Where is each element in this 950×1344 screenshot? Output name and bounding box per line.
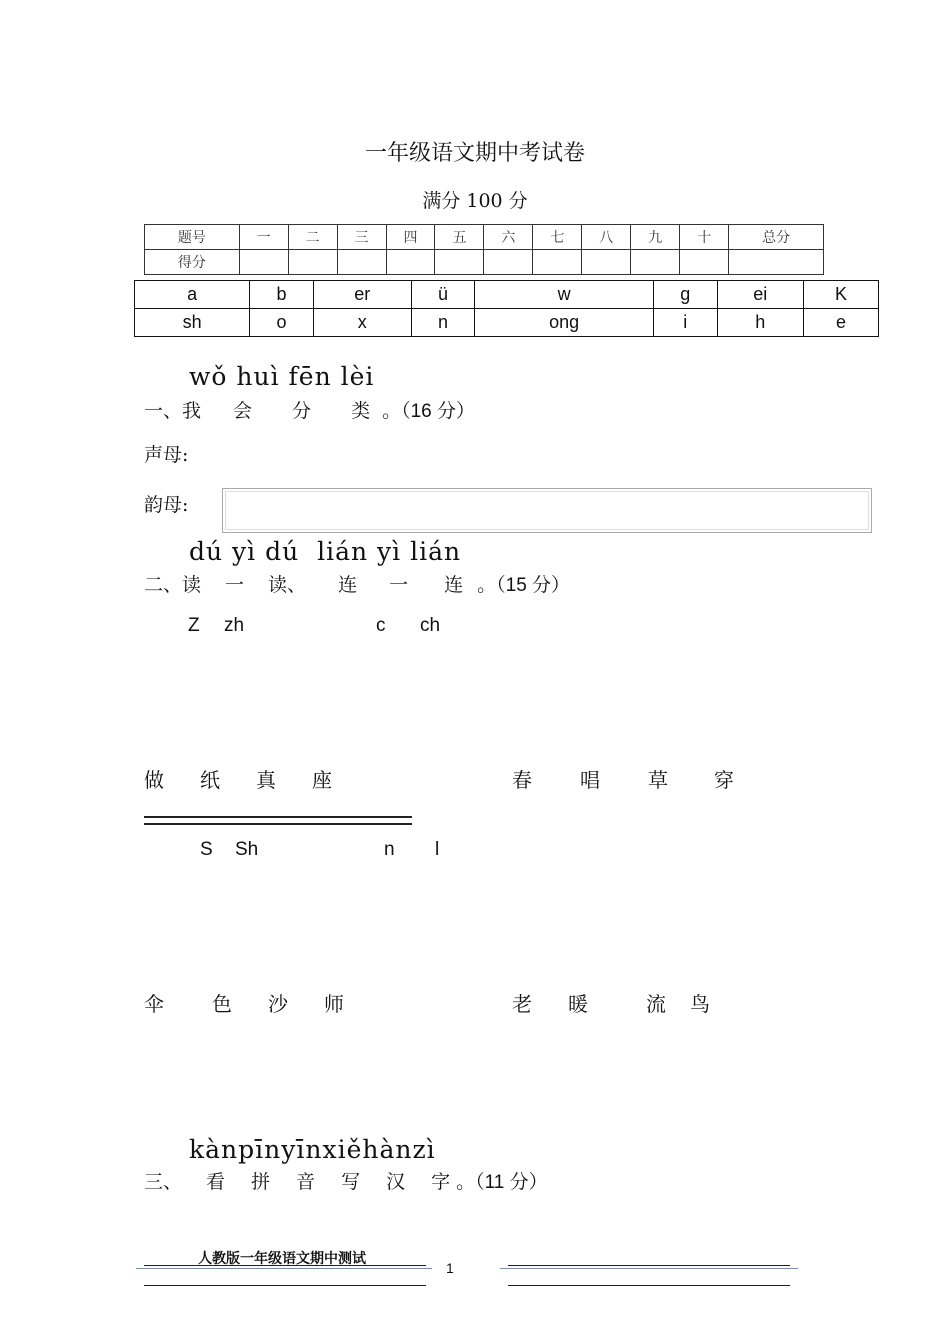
score-table-cell: 七 <box>533 225 582 250</box>
group1-left-hanzi <box>144 764 332 793</box>
score-table <box>144 224 824 275</box>
section1-heading <box>144 396 475 423</box>
hanzi-char: 草 <box>648 768 668 792</box>
score-table-cell: 总分 <box>729 225 824 250</box>
footer-rule <box>500 1268 798 1269</box>
section3-char: 。 <box>456 1171 476 1193</box>
section1-char: 类 <box>351 400 371 422</box>
section2-char: 。 <box>477 574 497 596</box>
letter-cell: i <box>654 309 717 337</box>
section3-char: 写 <box>341 1171 361 1193</box>
group2-left-letter: Sh <box>235 839 259 860</box>
letter-cell: er <box>313 281 411 309</box>
section2-char: 读、 <box>268 574 307 596</box>
score-table-cell: 八 <box>582 225 631 250</box>
hanzi-char: 老 <box>512 992 532 1016</box>
score-table-cell: 十 <box>680 225 729 250</box>
group1-right-letter: c <box>376 615 386 636</box>
hanzi-char: 座 <box>312 768 332 792</box>
score-table-header-row <box>145 225 824 250</box>
section3-char: 音 <box>296 1171 316 1193</box>
group2-left-hanzi <box>144 988 344 1017</box>
score-table-cell: 九 <box>631 225 680 250</box>
hanzi-char: 鸟 <box>690 992 710 1016</box>
hanzi-char: 唱 <box>580 768 600 792</box>
score-entry-cell[interactable] <box>631 250 680 275</box>
letter-cell: h <box>717 309 803 337</box>
letter-cell: n <box>411 309 474 337</box>
yunmu-label: 韵母: <box>144 494 189 516</box>
score-table-cell: 题号 <box>145 225 240 250</box>
yunmu-answer-box[interactable] <box>222 488 872 533</box>
hanzi-char: 师 <box>324 992 344 1016</box>
letter-cell: e <box>804 309 879 337</box>
footer-rule <box>144 1265 426 1266</box>
score-entry-cell[interactable] <box>680 250 729 275</box>
letter-cell: w <box>475 281 654 309</box>
hanzi-char: 穿 <box>714 768 734 792</box>
group2-right-hanzi <box>512 988 710 1017</box>
score-entry-cell[interactable] <box>337 250 386 275</box>
section3-char: 看 <box>206 1171 226 1193</box>
page-title: 一年级语文期中考试卷 <box>364 141 585 166</box>
score-table-cell: 六 <box>484 225 533 250</box>
section2-number: 二、 <box>144 574 183 596</box>
double-divider <box>144 816 412 825</box>
group1-right-hanzi <box>512 764 734 793</box>
letter-cell: ei <box>717 281 803 309</box>
letter-cell: sh <box>135 309 250 337</box>
score-entry-cell[interactable] <box>729 250 824 275</box>
score-entry-cell[interactable] <box>239 250 288 275</box>
group1-right-letter: ch <box>420 615 441 636</box>
letter-table-row <box>135 309 879 337</box>
score-entry-cell[interactable] <box>533 250 582 275</box>
group2-left-letter: S <box>200 839 213 860</box>
score-table-cell: 三 <box>337 225 386 250</box>
score-entry-cell[interactable] <box>288 250 337 275</box>
section2-char: 连 <box>444 574 464 596</box>
section3-score: （11 分） <box>475 1172 548 1193</box>
hanzi-char: 沙 <box>268 992 288 1016</box>
hanzi-char: 春 <box>512 768 532 792</box>
footer-text: 人教版一年级语文期中测试 <box>198 1251 366 1267</box>
shengmu-label: 声母: <box>144 444 189 466</box>
score-entry-cell[interactable] <box>435 250 484 275</box>
group1-left-letter: Z <box>188 615 200 636</box>
score-table-cell: 五 <box>435 225 484 250</box>
score-table-cell: 一 <box>239 225 288 250</box>
score-table-cell: 二 <box>288 225 337 250</box>
total-score-subtitle: 满分 100 分 <box>422 190 528 212</box>
section2-char: 连 <box>338 574 358 596</box>
section1-char: 会 <box>233 400 253 422</box>
section3-char: 字 <box>431 1171 451 1193</box>
hanzi-char: 纸 <box>200 768 220 792</box>
score-table-cell: 得分 <box>145 250 240 275</box>
letter-cell: b <box>250 281 313 309</box>
section1-char: 分 <box>292 400 312 422</box>
section3-heading <box>144 1167 548 1194</box>
footer-rule <box>508 1265 790 1266</box>
section3-char: 拼 <box>251 1171 271 1193</box>
section2-char: 一 <box>389 574 409 596</box>
hanzi-char: 真 <box>256 768 276 792</box>
letter-table-row <box>135 281 879 309</box>
hanzi-char: 暖 <box>568 992 588 1016</box>
score-entry-cell[interactable] <box>582 250 631 275</box>
score-entry-cell[interactable] <box>386 250 435 275</box>
hanzi-char: 做 <box>144 768 164 792</box>
letter-cell: x <box>313 309 411 337</box>
letter-cell: ong <box>475 309 654 337</box>
footer-rule <box>136 1268 432 1269</box>
footer-rule <box>144 1285 426 1286</box>
page-number: 1 <box>446 1260 454 1276</box>
letter-cell: o <box>250 309 313 337</box>
section1-number: 一、 <box>144 400 183 422</box>
section1-char: 我 <box>182 400 202 422</box>
group1-left-letter: zh <box>224 615 245 636</box>
section2-pinyin: dú yì dú lián yì lián <box>189 537 462 566</box>
group2-right-letter: n <box>384 839 395 860</box>
hanzi-char: 流 <box>646 992 666 1016</box>
section1-char: 。 <box>382 400 402 422</box>
section3-number: 三、 <box>144 1171 183 1193</box>
letter-cell: a <box>135 281 250 309</box>
section3-pinyin: kànpīnyīnxiěhànzì <box>189 1135 436 1164</box>
letter-cell: g <box>654 281 717 309</box>
letter-table <box>134 280 879 337</box>
section2-char: 一 <box>225 574 245 596</box>
section2-score: （15 分） <box>496 575 571 596</box>
score-entry-cell[interactable] <box>484 250 533 275</box>
score-table-cell: 四 <box>386 225 435 250</box>
hanzi-char: 伞 <box>144 992 164 1016</box>
section2-char: 读 <box>182 574 202 596</box>
hanzi-char: 色 <box>212 992 232 1016</box>
group2-right-letter: l <box>435 839 440 860</box>
letter-cell: K <box>804 281 879 309</box>
score-table-score-row <box>145 250 824 275</box>
section1-score: （16 分） <box>401 401 476 422</box>
footer-rule <box>508 1285 790 1286</box>
letter-cell: ü <box>411 281 474 309</box>
section3-char: 汉 <box>386 1171 406 1193</box>
section2-heading <box>144 570 570 597</box>
section1-pinyin: wǒ huì fēn lèi <box>189 362 375 391</box>
